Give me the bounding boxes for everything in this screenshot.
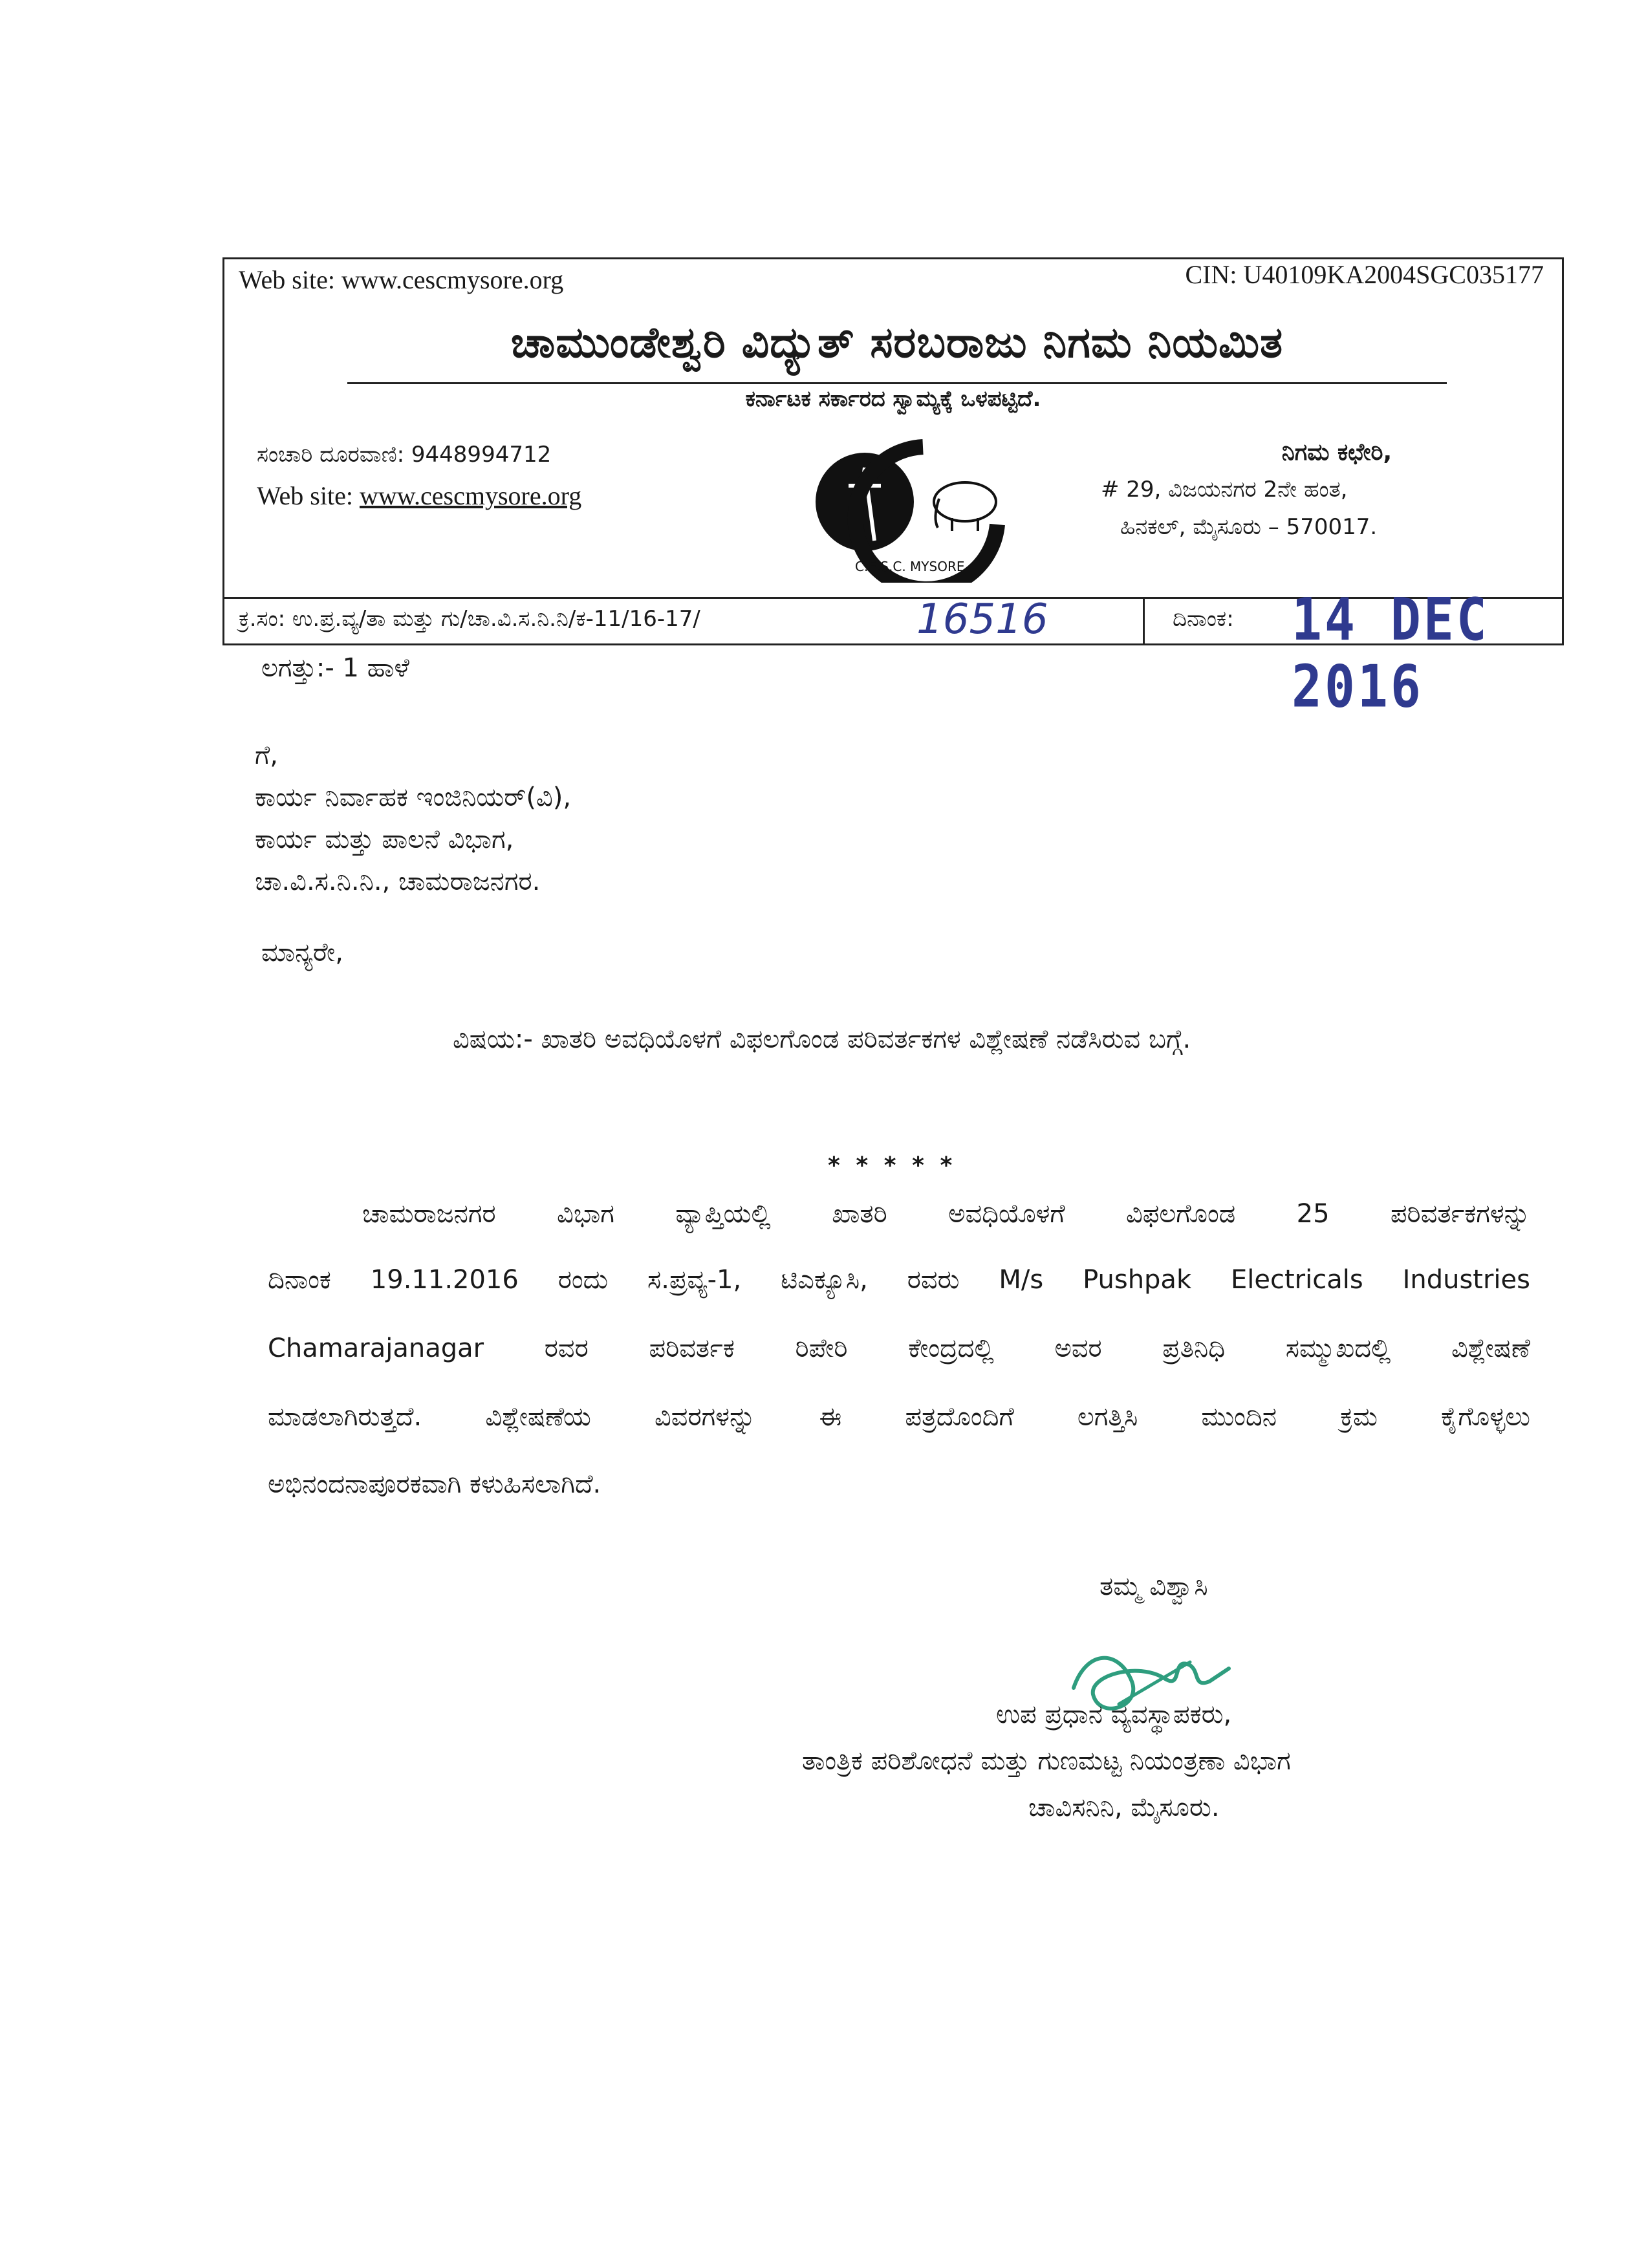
closing: ತಮ್ಮ ವಿಶ್ವಾಸಿ [1099,1571,1208,1601]
body-line-4: ಮಾಡಲಾಗಿರುತ್ತದೆ. ವಿಶ್ಲೇಷಣೆಯ ವಿವರಗಳನ್ನು ಈ ಪತ್ರದೊಂದಿಗೆ ಲಗತ್ತಿಸಿ ಮುಂದಿನ ಕ್ರಮ ಕೈಗೊಳ್ಳಲು [268,1402,1530,1432]
recipient-line1: ಕಾರ್ಯ ನಿರ್ವಾಹಕ ಇಂಜಿನಿಯರ್(ವಿ), [255,783,572,812]
cin-number: CIN: U40109KA2004SGC035177 [1185,260,1544,289]
body-line-3: Chamarajanagar ರವರ ಪರಿವರ್ತಕ ರಿಪೇರಿ ಕೇಂದ್ರದಲ್ಲಿ ಅವರ ಪ್ರತಿನಿಧಿ ಸಮ್ಮುಖದಲ್ಲಿ ವಿಶ್ಲೇಷಣೆ [268,1334,1530,1363]
signatory-designation: ಉಪ ಪ್ರಧಾನ ವ್ಯವಸ್ಥಾಪಕರು, [996,1700,1232,1729]
organization-name: ಚಾಮುಂಡೇಶ್ವರಿ ವಿದ್ಯುತ್ ಸರಬರಾಜು ನಿಗಮ ನಿಯಮಿತ [510,318,1284,367]
handwritten-number: 16516 [916,596,1048,643]
cesc-logo-svg [810,427,1017,583]
office-address-line1: # 29, ವಿಜಯನಗರ 2ನೇ ಹಂತ, [1101,477,1348,502]
website-top-text: Web site: www.cescmysore.org [239,265,564,294]
signatory-office: ಚಾವಿಸನಿನಿ, ಮೈಸೂರು. [1028,1793,1220,1822]
enclosure-note: ಲಗತ್ತು:- 1 ಹಾಳೆ [261,653,409,683]
date-label: ದಿನಾಂಕ: [1173,606,1234,632]
letterhead-vertical-split [1143,597,1145,643]
office-address-line2: ಹಿನಕಲ್, ಮೈಸೂರು – 570017. [1120,514,1378,540]
phone-number: ಸಂಚಾರಿ ದೂರವಾಣಿ: 9448994712 [257,442,552,468]
org-name-underline [347,382,1447,384]
elephant-icon [934,482,996,521]
cesc-logo [810,427,1017,583]
recipient-line3: ಚಾ.ವಿ.ಸ.ನಿ.ನಿ., ಚಾಮರಾಜನಗರ. [255,867,541,896]
separator-stars: * * * * * [828,1152,957,1179]
org-subtitle: ಕರ್ನಾಟಕ ಸರ್ಕಾರದ ಸ್ವಾಮ್ಯಕ್ಕೆ ಒಳಪಟ್ಟಿದೆ. [745,386,1041,412]
office-title: ನಿಗಮ ಕಛೇರಿ, [1281,439,1392,466]
website-link[interactable]: www.cescmysore.org [359,481,582,510]
body-line-2: ದಿನಾಂಕ 19.11.2016 ರಂದು ಸ.ಪ್ರವ್ಯ-1, ಟಿಎಕ್ಯೂಸಿ, ರವರು M/s Pushpak Electricals Industries [268,1265,1530,1295]
date-stamp: 14 DEC 2016 [1292,587,1489,721]
signatory-division: ತಾಂತ್ರಿಕ ಪರಿಶೋಧನೆ ಮತ್ತು ಗುಣಮಟ್ಟ ನಿಯಂತ್ರಣಾ ವಿಭಾಗ [802,1746,1291,1776]
reference-number: ಕ್ರ.ಸಂ: ಉ.ಪ್ರ.ವ್ಯ/ತಾ ಮತ್ತು ಗು/ಚಾ.ವಿ.ಸ.ನಿ.ನಿ/ಕ-11/16-17/ [239,606,700,632]
letterhead-website [257,481,581,511]
salutation: ಮಾನ್ಯರೇ, [261,938,343,967]
letterhead-website-top [239,265,563,295]
recipient-to: ಗೆ, [255,740,278,770]
body-line-1: ಚಾಮರಾಜನಗರ ವಿಭಾಗ ವ್ಯಾಪ್ತಿಯಲ್ಲಿ ಖಾತರಿ ಅವಧಿಯೊಳಗೆ ವಿಫಲಗೊಂಡ 25 ಪರಿವರ್ತಕಗಳನ್ನು [362,1199,1530,1229]
subject-line: ವಿಷಯ:- ಖಾತರಿ ಅವಧಿಯೊಳಗೆ ವಿಫಲಗೊಂಡ ಪರಿವರ್ತಕಗಳ ವಿಶ್ಲೇಷಣೆ ನಡೆಸಿರುವ ಬಗ್ಗೆ. [453,1024,1191,1054]
website-label: Web site: [257,481,353,510]
recipient-line2: ಕಾರ್ಯ ಮತ್ತು ಪಾಲನೆ ವಿಭಾಗ, [255,825,514,854]
logo-text: C.E.S.C. MYSORE [855,559,965,574]
body-line-5: ಅಭಿನಂದನಾಪೂರಕವಾಗಿ ಕಳುಹಿಸಲಾಗಿದೆ. [268,1469,601,1499]
